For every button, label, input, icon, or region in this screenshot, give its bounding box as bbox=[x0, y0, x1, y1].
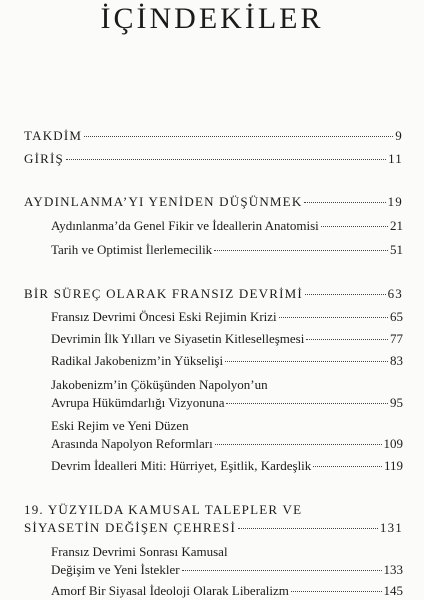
toc-entry-page: 63 bbox=[387, 286, 403, 301]
dot-leader bbox=[291, 591, 382, 592]
dot-leader bbox=[225, 361, 388, 362]
dot-leader bbox=[313, 466, 382, 467]
toc-entry-label: AYDINLANMA’YI YENİDEN DÜŞÜNMEK bbox=[24, 194, 303, 209]
page-title: İÇİNDEKİLER bbox=[100, 2, 324, 35]
toc-entry-takdim bbox=[24, 127, 403, 145]
toc-entry-label-first-line: 19. YÜZYILDA KAMUSAL TALEPLER VE bbox=[24, 502, 303, 517]
toc-entry-label: SİYASETİN DEĞİŞEN ÇEHRESİ bbox=[24, 520, 236, 535]
toc-entry bbox=[51, 417, 403, 453]
toc-entry-label-first-line: Eski Rejim ve Yeni Düzen bbox=[51, 418, 189, 433]
toc-entry-page: 131 bbox=[379, 520, 403, 535]
dot-leader bbox=[215, 444, 382, 445]
dot-leader bbox=[305, 294, 386, 295]
toc-entry-label-first-line: Fransız Devrimi Sonrası Kamusal bbox=[51, 544, 228, 559]
toc-entry-page: 77 bbox=[390, 331, 403, 346]
toc-entry-page: 65 bbox=[390, 309, 403, 324]
toc-entry-label: Amorf Bir Siyasal İdeoloji Olarak Liberalizm bbox=[51, 583, 289, 598]
toc-entry-label: Fransız Devrimi Öncesi Eski Rejimin Krizi bbox=[51, 309, 277, 324]
toc-entry bbox=[51, 217, 403, 235]
toc-entry-page: 109 bbox=[383, 436, 403, 451]
toc-entry-label: Avrupa Hükümdarlığı Vizyonuna bbox=[51, 395, 225, 410]
toc-entry-label: Devrim İdealleri Miti: Hürriyet, Eşitlik, Kardeşlik bbox=[51, 458, 312, 473]
toc-entry-label: TAKDİM bbox=[24, 128, 83, 143]
dot-leader bbox=[214, 250, 388, 251]
toc-section-19-yuzyil bbox=[24, 501, 403, 537]
toc-entry bbox=[51, 241, 403, 259]
toc-entry-label: Tarih ve Optimist İlerlemecilik bbox=[51, 242, 213, 257]
toc-entry-page: 11 bbox=[388, 151, 403, 166]
toc-entry bbox=[51, 457, 403, 475]
toc-entry-page: 83 bbox=[390, 353, 403, 368]
toc-entry-page: 9 bbox=[395, 128, 403, 143]
dot-leader bbox=[182, 570, 382, 571]
toc-entry bbox=[51, 352, 403, 370]
dot-leader bbox=[279, 317, 388, 318]
toc-entry-page: 145 bbox=[383, 583, 403, 598]
toc-entry-page: 51 bbox=[390, 242, 403, 257]
dot-leader bbox=[306, 339, 388, 340]
toc-entry bbox=[51, 376, 403, 412]
toc-entry-label: Arasında Napolyon Reformları bbox=[51, 436, 213, 451]
toc-entry-label: Devrimin İlk Yılları ve Siyasetin Kitleselleşmesi bbox=[51, 331, 305, 346]
dot-leader bbox=[238, 528, 378, 529]
toc-entry-page: 21 bbox=[390, 218, 403, 233]
toc-entry-label: Değişim ve Yeni İstekler bbox=[51, 562, 180, 577]
toc-entry-label: Aydınlanma’da Genel Fikir ve İdeallerin Anatomisi bbox=[51, 218, 319, 233]
toc-section-fransiz-devrimi bbox=[24, 285, 403, 303]
toc-entry-label: Radikal Jakobenizm’in Yükselişi bbox=[51, 353, 224, 368]
toc-entry-page: 119 bbox=[383, 458, 403, 473]
toc-entry bbox=[51, 308, 403, 326]
toc-entry-page: 95 bbox=[390, 395, 403, 410]
toc-entry-giris bbox=[24, 150, 403, 168]
toc-entry bbox=[51, 582, 403, 600]
dot-leader bbox=[66, 159, 386, 160]
toc-entry-page: 19 bbox=[387, 194, 403, 209]
toc-entry-label: BİR SÜREÇ OLARAK FRANSIZ DEVRİMİ bbox=[24, 286, 303, 301]
toc-entry-page: 133 bbox=[383, 562, 403, 577]
toc-entry bbox=[51, 543, 403, 579]
dot-leader bbox=[84, 136, 393, 137]
toc-section-aydinlanma bbox=[24, 193, 403, 211]
toc-entry-label-first-line: Jakobenizm’in Çöküşünden Napolyon’un bbox=[51, 377, 268, 392]
dot-leader bbox=[226, 403, 388, 404]
dot-leader bbox=[304, 202, 385, 203]
dot-leader bbox=[321, 226, 388, 227]
toc-entry-label: GİRİŞ bbox=[24, 151, 64, 166]
toc-entry bbox=[51, 330, 403, 348]
